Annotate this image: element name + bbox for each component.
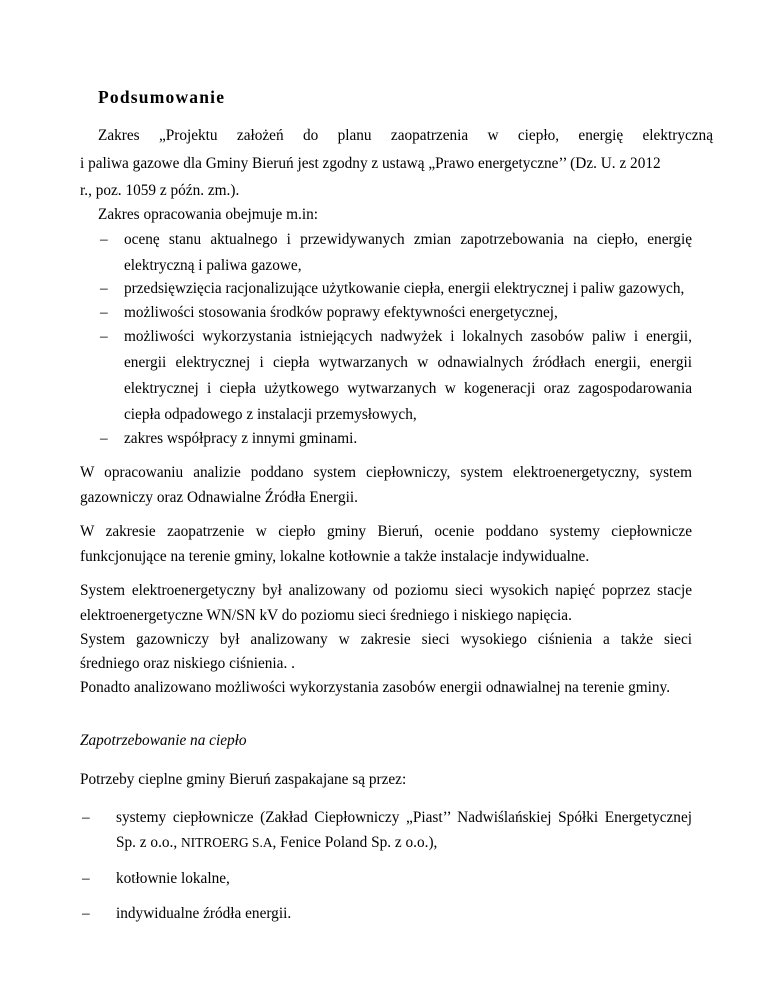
- needs-item-1-text-c: , Fenice Poland Sp. z o.o.),: [272, 834, 438, 851]
- paragraph-gas-line-2: średniego oraz niskiego ciśnienia. .: [80, 655, 295, 672]
- scope-item-2: przedsięwzięcia racjonalizujące użytkowanie ciepła, energii elektrycznej i paliw gazowych,: [124, 280, 685, 297]
- needs-item-1-company: NITROERG S.A: [181, 835, 273, 850]
- paragraph-gas-line-1: System gazowniczy był analizowany w zakresie sieci wysokiego ciśnienia a także sieci: [80, 631, 692, 648]
- paragraph-heat-line-1: W zakresie zaopatrzenie w ciepło gminy Bieruń, ocenie poddano systemy ciepłownicze: [80, 523, 692, 540]
- list-dash: –: [100, 328, 108, 345]
- scope-item-4-line-3: elektrycznej i ciepła użytkowego wytwarzanych w kogeneracji oraz zagospodarowania: [124, 380, 692, 397]
- paragraph-renewables: Ponadto analizowano możliwości wykorzystania zasobów energii odnawialnej na terenie gminy.: [80, 679, 671, 696]
- scope-item-3: możliwości stosowania środków poprawy efektywności energetycznej,: [124, 304, 558, 321]
- scope-item-5: zakres współpracy z innymi gminami.: [124, 430, 358, 447]
- paragraph-analysis-line-1: W opracowaniu analizie poddano system ciepłowniczy, system elektroenergetyczny, system: [80, 464, 692, 481]
- needs-item-1-line-1: systemy ciepłownicze (Zakład Ciepłowniczy „Piast’’ Nadwiślańskiej Spółki Energetycznej: [116, 809, 692, 826]
- paragraph-heat-line-2: funkcjonujące na terenie gminy, lokalne kotłownie a także instalacje indywidualne.: [80, 548, 590, 565]
- scope-item-1-line-2: elektryczną i paliwa gazowe,: [124, 257, 302, 274]
- list-dash: –: [100, 231, 108, 248]
- scope-item-4-line-2: energii elektrycznej i ciepła wytwarzanych w odnawialnych źródłach energii, energii: [124, 354, 692, 371]
- paragraph-analysis-line-2: gazowniczy oraz Odnawialne Źródła Energii.: [80, 489, 358, 506]
- needs-item-2: kotłownie lokalne,: [116, 870, 230, 887]
- list-dash: –: [82, 905, 90, 922]
- paragraph-scope-line-2: i paliwa gazowe dla Gminy Bieruń jest zgodny z ustawą „Prawo energetyczne’’ (Dz. U. z 2012: [80, 155, 661, 172]
- page-title: Podsumowanie: [98, 87, 226, 107]
- list-dash: –: [82, 809, 90, 826]
- needs-item-1-line-2: [116, 835, 437, 850]
- paragraph-power-line-1: System elektroenergetyczny był analizowany od poziomu sieci wysokich napięć poprzez stacje: [80, 582, 692, 599]
- paragraph-power-line-2: elektroenergetyczne WN/SN kV do poziomu sieci średniego i niskiego napięcia.: [80, 607, 572, 624]
- needs-intro: Potrzeby cieplne gminy Bieruń zaspakajane są przez:: [80, 771, 407, 788]
- list-dash: –: [100, 304, 108, 321]
- list-dash: –: [82, 870, 90, 887]
- section-subtitle: Zapotrzebowanie na ciepło: [80, 732, 247, 749]
- paragraph-scope-line-3: r., poz. 1059 z późn. zm.).: [80, 182, 240, 199]
- needs-item-1-text-a: Sp. z o.o.,: [116, 834, 182, 851]
- scope-intro: Zakres opracowania obejmuje m.in:: [98, 206, 319, 223]
- list-dash: –: [100, 280, 108, 297]
- scope-item-1-line-1: ocenę stanu aktualnego i przewidywanych zmian zapotrzebowania na ciepło, energię: [124, 231, 692, 248]
- needs-item-3: indywidualne źródła energii.: [116, 905, 292, 922]
- list-dash: –: [100, 430, 108, 447]
- paragraph-scope-line-1: Zakres „Projektu założeń do planu zaopatrzenia w ciepło, energię elektryczną: [98, 127, 713, 144]
- scope-item-4-line-4: ciepła odpadowego z instalacji przemysłowych,: [124, 406, 417, 423]
- scope-item-4-line-1: możliwości wykorzystania istniejących nadwyżek i lokalnych zasobów paliw i energii,: [124, 328, 692, 345]
